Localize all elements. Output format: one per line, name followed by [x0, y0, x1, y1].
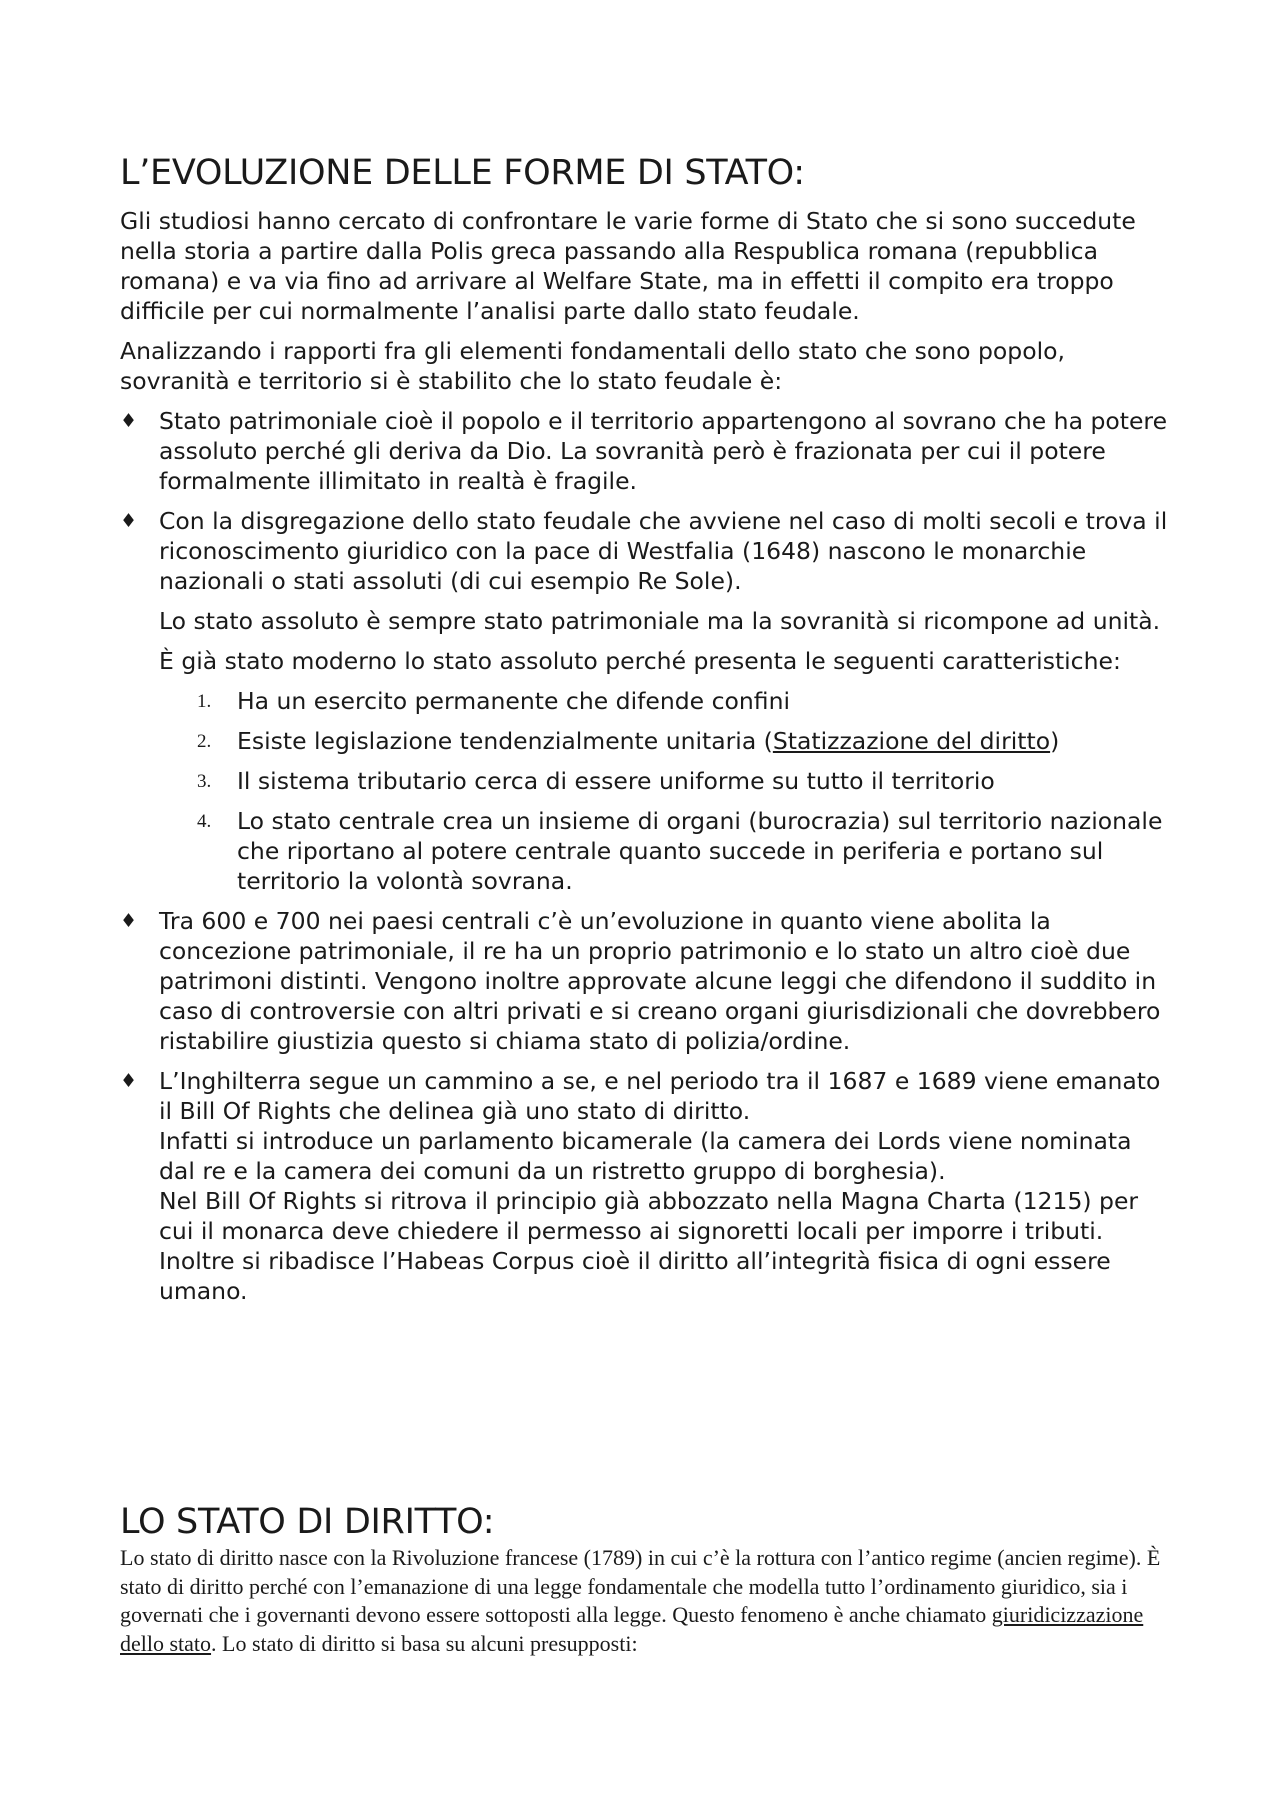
numbered-item — [120, 726, 1170, 756]
bullet-text: Tra 600 e 700 nei paesi centrali c’è un’evoluzione in quanto viene abolita la concezione patrimoniale, il re ha un proprio patrimonio e lo stato un altro cioè due patrimoni distinti. Vengono inoltre approvate alcune leggi che difendono il suddito in caso di controversie con altri privati e si creano organi giurisdizionali che dovrebbero ristabilire giustizia questo si chiama stato di polizia/ordine. — [159, 907, 1161, 1055]
numbered-item — [120, 766, 1170, 796]
diamond-bullet-icon: ♦ — [120, 510, 138, 532]
paragraph-text: Lo stato di diritto nasce con la Rivoluzione francese (1789) in cui c’è la rottura con l’antico regime (ancien regime). È stato di diritto perché con l’emanazione di una legge fondamentale che modella tutto l’ordinamento giuridico, sia i governati che i governanti devono essere sottoposti alla legge. Questo fenomeno è anche chiamato — [120, 1545, 1161, 1627]
bullet-text: Stato patrimoniale cioè il popolo e il territorio appartengono al sovrano che ha potere assoluto perché gli deriva da Dio. La sovranità però è frazionata per cui il potere formalmente illimitato in realtà è fragile. — [159, 407, 1168, 495]
bullet-line: L’Inghilterra segue un cammino a se, e nel periodo tra il 1687 e 1689 viene emanato il Bill Of Rights che delinea già uno stato di diritto. — [159, 1067, 1161, 1125]
section-title-evoluzione: L’EVOLUZIONE DELLE FORME DI STATO: — [120, 153, 805, 193]
section-title-stato-di-diritto: LO STATO DI DIRITTO: — [120, 1502, 495, 1542]
section-body-stato-di-diritto — [120, 1544, 1170, 1658]
diamond-bullet-icon: ♦ — [120, 410, 138, 432]
list-number: 4. — [197, 811, 212, 832]
bullet-text: Con la disgregazione dello stato feudale che avviene nel caso di molti secoli e trova il riconoscimento giuridico con la pace di Westfalia (1648) nascono le monarchie nazionali o stati assoluti (di cui esempio Re Sole). — [159, 507, 1168, 595]
bullet-line: Inoltre si ribadisce l’Habeas Corpus cioè il diritto all’integrità fisica di ogni essere umano. — [159, 1247, 1111, 1305]
statizzazione-link[interactable]: Statizzazione del diritto — [772, 727, 1051, 755]
list-number: 3. — [197, 771, 212, 792]
list-text: Il sistema tributario cerca di essere uniforme su tutto il territorio — [237, 767, 995, 795]
diamond-bullet-icon: ♦ — [120, 910, 138, 932]
list-number: 2. — [197, 731, 212, 752]
paragraph-text-end: . Lo stato di diritto si basa su alcuni presupposti: — [211, 1630, 638, 1656]
list-text: Ha un esercito permanente che difende confini — [237, 687, 790, 715]
bullet-item — [120, 506, 1170, 596]
list-text: Lo stato centrale crea un insieme di organi (burocrazia) sul territorio nazionale che riportano al potere centrale quanto succede in periferia e portano sul territorio la volontà sovrana. — [237, 807, 1163, 895]
bullet-item — [120, 1066, 1170, 1306]
giuridicizzazione-link[interactable]: giuridicizzazione dello stato — [120, 1602, 1144, 1656]
list-text-post: ) — [1050, 727, 1060, 755]
paragraph: Gli studiosi hanno cercato di confrontare le varie forme di Stato che si sono succedute nella storia a partire dalla Polis greca passando alla Respublica romana (repubblica romana) e va via fino ad arrivare al Welfare State, ma in effetti il compito era troppo difficile per cui normalmente l’analisi parte dallo stato feudale. — [120, 207, 1136, 325]
paragraph: Analizzando i rapporti fra gli elementi fondamentali dello stato che sono popolo, sovranità e territorio si è stabilito che lo stato feudale è: — [120, 337, 1065, 395]
bullet-continuation: Lo stato assoluto è sempre stato patrimoniale ma la sovranità si ricompone ad unità. — [159, 607, 1161, 635]
list-number: 1. — [197, 691, 212, 712]
section-body-evoluzione — [120, 206, 1170, 1316]
list-text-pre: Esiste legislazione tendenzialmente unitaria ( — [237, 727, 773, 755]
bullet-item — [120, 406, 1170, 496]
bullet-line: Infatti si introduce un parlamento bicamerale (la camera dei Lords viene nominata dal re e la camera dei comuni da un ristretto gruppo di borghesia). — [159, 1127, 1132, 1185]
bullet-line: Nel Bill Of Rights si ritrova il principio già abbozzato nella Magna Charta (1215) per cui il monarca deve chiedere il permesso ai signoretti locali per imporre i tributi. — [159, 1187, 1139, 1245]
numbered-item — [120, 806, 1170, 896]
numbered-item — [120, 686, 1170, 716]
bullet-item — [120, 906, 1170, 1056]
diamond-bullet-icon: ♦ — [120, 1070, 138, 1092]
bullet-continuation: È già stato moderno lo stato assoluto perché presenta le seguenti caratteristiche: — [159, 647, 1121, 675]
